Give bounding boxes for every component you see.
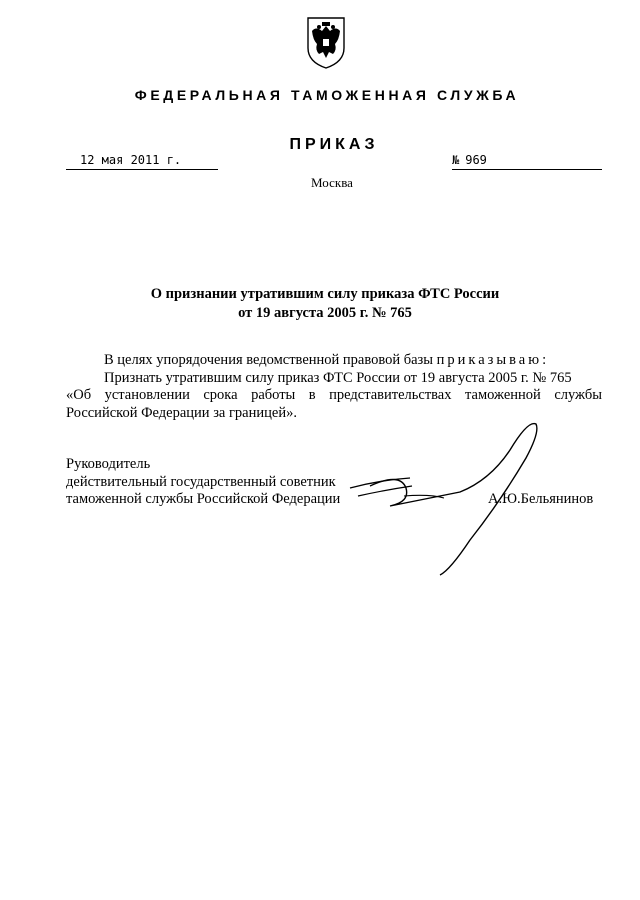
preamble-text: В целях упорядочения ведомственной правовой базы — [104, 352, 434, 368]
title-line-2: от 19 августа 2005 г. № 765 — [238, 305, 412, 321]
signatory-line-2: действительный государственный советник — [66, 473, 336, 490]
order-number: 969 — [465, 153, 487, 167]
order-title — [0, 285, 640, 323]
order-verb: приказываю: — [436, 352, 550, 368]
city: Москва — [311, 175, 353, 190]
document-type: ПРИКАЗ — [289, 136, 379, 153]
signatory-position — [66, 456, 340, 509]
order-number-field — [452, 152, 602, 170]
order-line-3: Российской Федерации за границей». — [66, 404, 297, 421]
order-line-2: «Об установлении срока работы в представительствах таможенной службы — [66, 387, 602, 403]
order-body — [66, 352, 602, 422]
russian-coat-of-arms-icon — [303, 14, 349, 70]
number-sign: № — [452, 153, 460, 167]
order-date: 12 мая 2011 г. — [66, 152, 218, 170]
organization-name: ФЕДЕРАЛЬНАЯ ТАМОЖЕННАЯ СЛУЖБА — [134, 87, 520, 103]
signatory-line-1: Руководитель — [66, 456, 151, 472]
order-line-1: Признать утратившим силу приказ ФТС России от 19 августа 2005 г. № 765 — [104, 369, 572, 386]
preamble-paragraph — [66, 352, 602, 370]
signatory-line-3: таможенной службы Российской Федерации — [66, 491, 341, 507]
signer-name: А.Ю.Бельянинов — [488, 491, 594, 507]
title-line-1: О признании утратившим силу приказа ФТС России — [150, 286, 500, 302]
